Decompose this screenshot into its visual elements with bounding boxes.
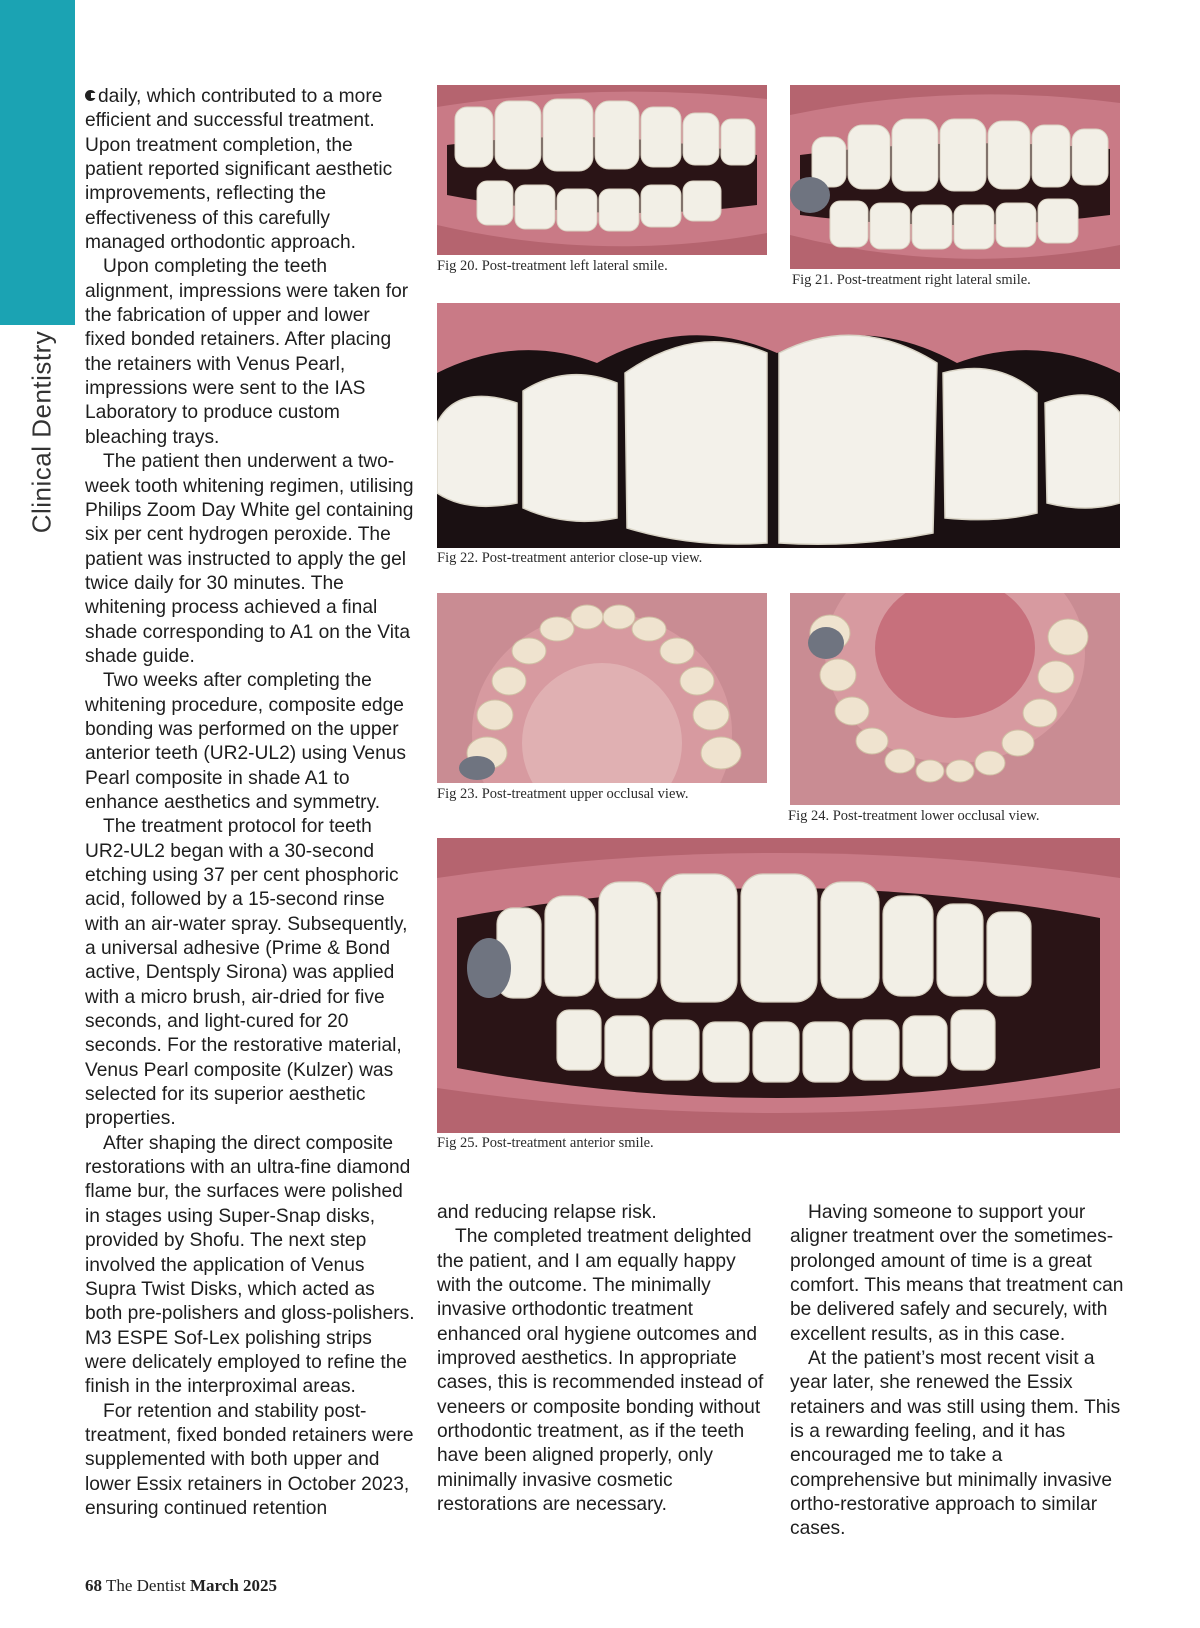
paragraph: The completed treatment delighted the patient, and I am equally happy with the outcome. The minimally invasive orthodontic treatment enhanced oral hygiene outcomes and improved aesthetics. In appropriate cases, this is recommended instead of veneers or composite bonding without orthodontic treatment, as if the teeth have been aligned properly, only minimally invasive cosmetic restorations are necessary. (437, 1226, 764, 1516)
paragraph: Having someone to support your aligner treatment over the sometimes-prolonged amount of time is a great comfort. This means that treatment can be delivered safely and securely, with excellent results, as in this case. (790, 1202, 1124, 1345)
continuation-icon (85, 90, 96, 101)
figure-20-photo (437, 85, 767, 255)
left-text-column (85, 85, 415, 1521)
figure-20-caption: Fig 20. Post-treatment left lateral smile. (437, 258, 668, 274)
figure-22-caption: Fig 22. Post-treatment anterior close-up view. (437, 550, 703, 566)
middle-text-column (437, 1201, 767, 1517)
page-footer (85, 1576, 277, 1596)
figure-24-photo (790, 593, 1120, 805)
section-accent-bar (0, 0, 75, 325)
paragraph: For retention and stability post-treatment, fixed bonded retainers were supplemented with both upper and lower Essix retainers in October 2023, ensuring continued retention (85, 1400, 414, 1519)
paragraph: Two weeks after completing the whitening procedure, composite edge bonding was performed on the upper anterior teeth (UR2-UL2) using Venus Pearl composite in shade A1 to enhance aesthetics and symmetry. (85, 670, 407, 813)
figure-23-caption: Fig 23. Post-treatment upper occlusal view. (437, 786, 689, 802)
figure-25-photo (437, 838, 1120, 1133)
figure-21-caption: Fig 21. Post-treatment right lateral smile. (792, 272, 1031, 288)
paragraph: Upon completing the teeth alignment, impressions were taken for the fabrication of upper and lower fixed bonded retainers. After placing the retainers with Venus Pearl, impressions were sent to the IAS Laboratory to produce custom bleaching trays. (85, 256, 409, 448)
figure-25-caption: Fig 25. Post-treatment anterior smile. (437, 1135, 654, 1151)
section-label-text: Clinical Dentistry (26, 330, 57, 534)
issue-date: March 2025 (190, 1576, 278, 1595)
figure-22-photo (437, 303, 1120, 548)
paragraph: At the patient’s most recent visit a year later, she renewed the Essix retainers and was still using them. This is a rewarding feeling, and it has encouraged me to take a comprehensive but minimally invasive ortho-restorative approach to similar cases. (790, 1348, 1121, 1540)
figure-24-caption: Fig 24. Post-treatment lower occlusal view. (788, 808, 1040, 824)
paragraph: The patient then underwent a two-week tooth whitening regimen, utilising Philips Zoom Day White gel containing six per cent hydrogen peroxide. The patient was instructed to apply the gel twice daily for 30 minutes. The whitening process achieved a final shade corresponding to A1 on the Vita shade guide. (85, 451, 414, 667)
paragraph: and reducing relapse risk. (437, 1202, 657, 1223)
paragraph: The treatment protocol for teeth UR2-UL2 began with a 30-second etching using 37 per cent phosphoric acid, followed by a 15-second rinse with an air-water spray. Subsequently, a universal adhesive (Prime & Bond active, Dentsply Sirona) was applied with a micro brush, air-dried for five seconds, and light-cured for 20 seconds. For the restorative material, Venus Pearl composite (Kulzer) was selected for its superior aesthetic properties. (85, 816, 408, 1130)
page-number: 68 (85, 1576, 102, 1595)
publication-name: The Dentist (105, 1576, 186, 1595)
paragraph-text: daily, which contributed to a more efficient and successful treatment. Upon treatment completion, the patient reported significant aesthetic improvements, reflecting the effectiveness of this carefully managed orthodontic approach. (85, 86, 393, 254)
figure-21-photo (790, 85, 1120, 269)
right-text-column (790, 1201, 1130, 1542)
paragraph: After shaping the direct composite restorations with an ultra-fine diamond flame bur, the surfaces were polished in stages using Super-Snap disks, provided by Shofu. The next step involved the application of Venus Supra Twist Disks, which acted as both pre-polishers and gloss-polishers. M3 ESPE Sof-Lex polishing strips were delicately employed to refine the finish in the interproximal areas. (85, 1132, 415, 1398)
figure-23-photo (437, 593, 767, 783)
paragraph (85, 85, 415, 255)
